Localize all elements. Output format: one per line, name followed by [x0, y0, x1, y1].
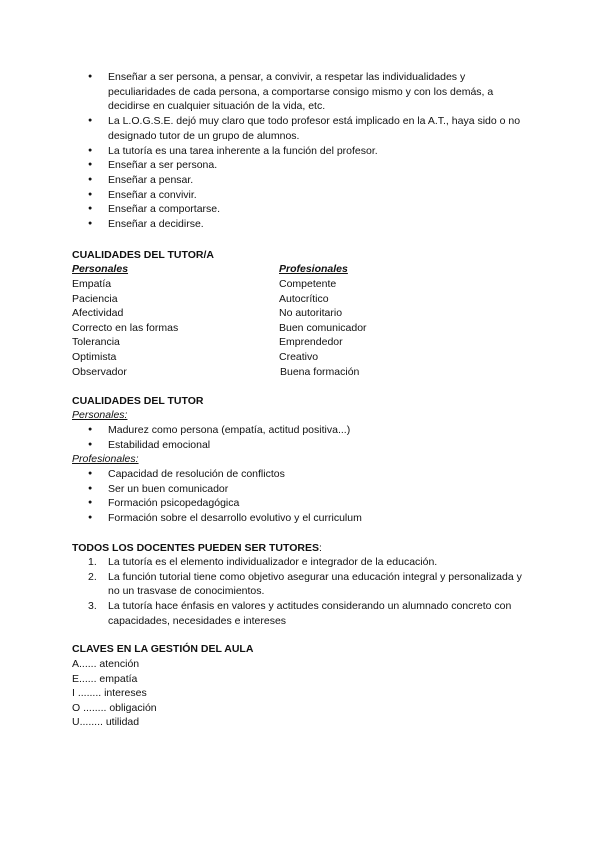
- section-heading-docentes: [72, 542, 322, 554]
- table-cell: No autoritario: [279, 307, 343, 319]
- list-item: ● Enseñar a ser persona, a pensar, a convivir, a respetar las individualidades y peculiaridades de cada persona, a comportarse consigo mismo y con los demás, a decidirse en cualquier situación de la vida, etc.: [88, 70, 528, 114]
- list-item: ● Capacidad de resolución de conflictos: [88, 467, 528, 482]
- list-item: [88, 599, 528, 628]
- table-cell: Creativo: [279, 351, 319, 363]
- list-item: O ........ obligación: [72, 702, 157, 714]
- list-item: ● Estabilidad emocional: [88, 438, 528, 453]
- list-item: [88, 555, 528, 570]
- intro-bullet-list: [88, 70, 528, 232]
- list-item: U........ utilidad: [72, 716, 140, 728]
- list-item: ● Enseñar a decidirse.: [88, 217, 528, 232]
- list-item: ● Enseñar a ser persona.: [88, 158, 528, 173]
- table-cell: Autocrítico: [279, 293, 329, 305]
- list-item: ● Ser un buen comunicador: [88, 482, 528, 497]
- list-number: 2.: [88, 570, 97, 583]
- subheading-profesionales: Profesionales:: [72, 453, 139, 465]
- list-item: ● La L.O.G.S.E. dejó muy claro que todo profesor está implicado en la A.T., haya sido o no designado tutor de un grupo de alumnos.: [88, 114, 528, 143]
- section-heading-cualidades-tutor-a: CUALIDADES DEL TUTOR/A: [72, 249, 214, 261]
- list-item: ● Madurez como persona (empatía, actitud positiva...): [88, 423, 528, 438]
- table-cell: Emprendedor: [279, 336, 343, 348]
- personales-bullet-list: [88, 423, 528, 452]
- docentes-heading-text: TODOS LOS DOCENTES PUEDEN SER TUTORES: [72, 542, 319, 554]
- list-item-text: La tutoría hace énfasis en valores y actitudes considerando un alumnado concreto con capacidades, necesidades e intereses: [108, 600, 512, 627]
- list-item-text: La función tutorial tiene como objetivo asegurar una educación integral y personalizada y no un trasvase de conocimientos.: [108, 570, 522, 598]
- table-cell: Paciencia: [72, 293, 118, 305]
- list-item: ● Enseñar a convivir.: [88, 188, 528, 203]
- table-cell: Correcto en las formas: [72, 322, 179, 334]
- subheading-personales: Personales:: [72, 409, 128, 421]
- table-cell: Empatía: [72, 278, 112, 290]
- column-header-personales: Personales: [72, 263, 129, 275]
- list-item: ● Enseñar a comportarse.: [88, 202, 528, 217]
- list-item: I ........ intereses: [72, 687, 147, 699]
- table-cell: Optimista: [72, 351, 117, 363]
- list-item: ● Enseñar a pensar.: [88, 173, 528, 188]
- docentes-heading-suffix: :: [318, 542, 322, 554]
- table-cell: Tolerancia: [72, 336, 120, 348]
- list-item: ● Formación sobre el desarrollo evolutivo y el curriculum: [88, 511, 528, 526]
- list-item: ● La tutoría es una tarea inherente a la función del profesor.: [88, 144, 528, 159]
- list-number: 3.: [88, 600, 97, 613]
- docentes-numbered-list: [88, 555, 528, 629]
- list-item: [88, 570, 528, 599]
- table-cell: Buen comunicador: [279, 322, 367, 334]
- table-cell: Buena formación: [280, 366, 360, 378]
- list-item: ● Formación psicopedagógica: [88, 496, 528, 511]
- list-item: E...... empatía: [72, 673, 138, 685]
- list-number: 1.: [88, 556, 97, 568]
- section-heading-cualidades-tutor: CUALIDADES DEL TUTOR: [72, 395, 204, 407]
- list-item: A...... atención: [72, 658, 140, 670]
- table-cell: Observador: [72, 366, 127, 378]
- table-cell: Competente: [279, 278, 337, 290]
- list-item-text: La tutoría es el elemento individualizador e integrador de la educación.: [108, 556, 438, 568]
- profesionales-bullet-list: [88, 467, 528, 526]
- column-header-profesionales: Profesionales: [279, 263, 348, 275]
- section-heading-claves: CLAVES EN LA GESTIÓN DEL AULA: [72, 643, 254, 655]
- table-cell: Afectividad: [72, 307, 124, 319]
